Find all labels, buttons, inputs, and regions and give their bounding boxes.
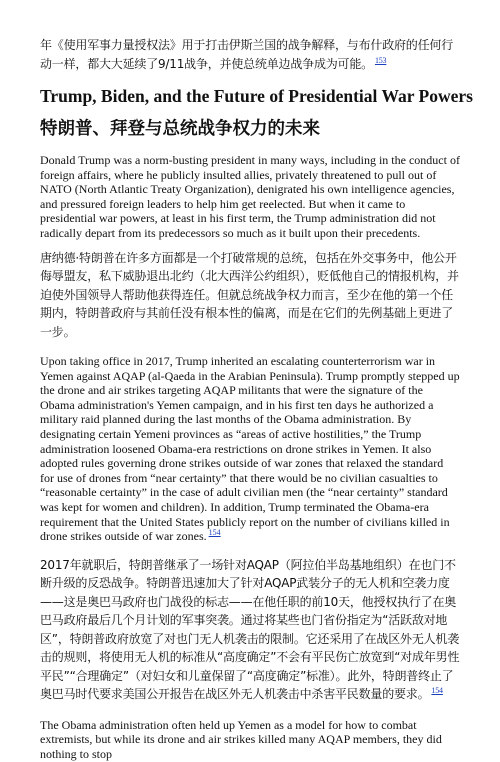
footnote-link-154[interactable]: 154	[208, 528, 221, 538]
paragraph-zh-intro	[40, 36, 460, 73]
paragraph-text: Donald Trump was a norm-busting president in many ways, including in the conduct of foreign affairs, where he publicly insulted allies, privately threatened to pull out of NATO (North Atlantic Treaty Organization), denigrated his own intelligence agencies, and pressured foreign leaders to help him get reelected. But when it came to presidential war powers, at least in his first term, the Trump administration did not radically depart from its predecessors so much as it built upon their precedents.	[40, 153, 460, 240]
paragraph-text: 年《使用军事力量授权法》用于打击伊斯兰国的战争解释，与布什政府的任何行动一样，都大大延续了9/11战争，并使总统单边战争成为可能。	[40, 38, 454, 71]
paragraph-text: 唐纳德·特朗普在许多方面都是一个打破常规的总统，包括在外交事务中，他公开侮辱盟友，私下威胁退出北约（北大西洋公约组织），贬低他自己的情报机构，并迫使外国领导人帮助他获得连任。但就总统战争权力而言，至少在他的第一个任期内，特朗普政府与其前任没有根本性的偏离，而是在它们的先例基础上更进了一步。	[40, 250, 459, 339]
paragraph-en-3	[40, 718, 460, 762]
paragraph-en-2	[40, 354, 460, 544]
footnote-link-153[interactable]: 153	[374, 55, 387, 65]
paragraph-text: 2017年就职后，特朗普继承了一场针对AQAP（阿拉伯半岛基地组织）在也门不断升级的反恐战争。特朗普迅速加大了针对AQAP武装分子的无人机和空袭力度——这是奥巴马政府也门战役的标志——在他任职的前10天，他授权执行了在奥巴马政府最后几个月计划的军事突袭。通过将某些也门省份指定为“活跃敌对地区”，特朗普政府放宽了对也门无人机袭击的限制。它还采用了在战区外无人机袭击的规则，将使用无人机的标准从“高度确定”不会有平民伤亡放宽到“对成年男性平民”“合理确定”（对妇女和儿童保留了“高度确定”标准）。此外，特朗普终止了奥巴马时代要求美国公开报告在战区外无人机袭击中杀害平民数量的要求。	[40, 557, 460, 702]
paragraph-text: The Obama administration often held up Yemen as a model for how to combat extremists, but while its drone and air strikes killed many AQAP members, they did nothing to stop	[40, 717, 442, 761]
section-heading-en: Trump, Biden, and the Future of Presidential War Powers	[40, 86, 473, 106]
footnote-link-154-zh[interactable]: 154	[431, 686, 443, 696]
paragraph-zh-1	[40, 249, 460, 342]
paragraph-text: Upon taking office in 2017, Trump inherited an escalating counterterrorism war in Yemen against AQAP (al-Qaeda in the Arabian Peninsula). Trump promptly stepped up the drone and air strikes targeting AQAP militants that were the signature of the Obama administration's Yemen campaign, and in his first ten days he authorized a military raid planned during the last months of the Obama administration. By designating certain Yemeni provinces as “areas of active hostilities,” the Trump administration loosened Obama-era restrictions on drone strikes in Yemen. It also adopted rules governing drone strikes outside of war zones that relaxed the standard for use of drones from “near certainty” that there would be no civilian casualties to “reasonable certainty” in the case of adult civilian men (the “near certainty” standard was kept for women and children). In addition, Trump terminated the Obama-era requirement that the United States publicly report on the number of civilians killed in drone strikes outside of war zones.	[40, 354, 460, 544]
paragraph-zh-2	[40, 556, 460, 704]
paragraph-en-1	[40, 153, 460, 241]
section-heading-zh: 特朗普、拜登与总统战争权力的未来	[40, 119, 320, 139]
